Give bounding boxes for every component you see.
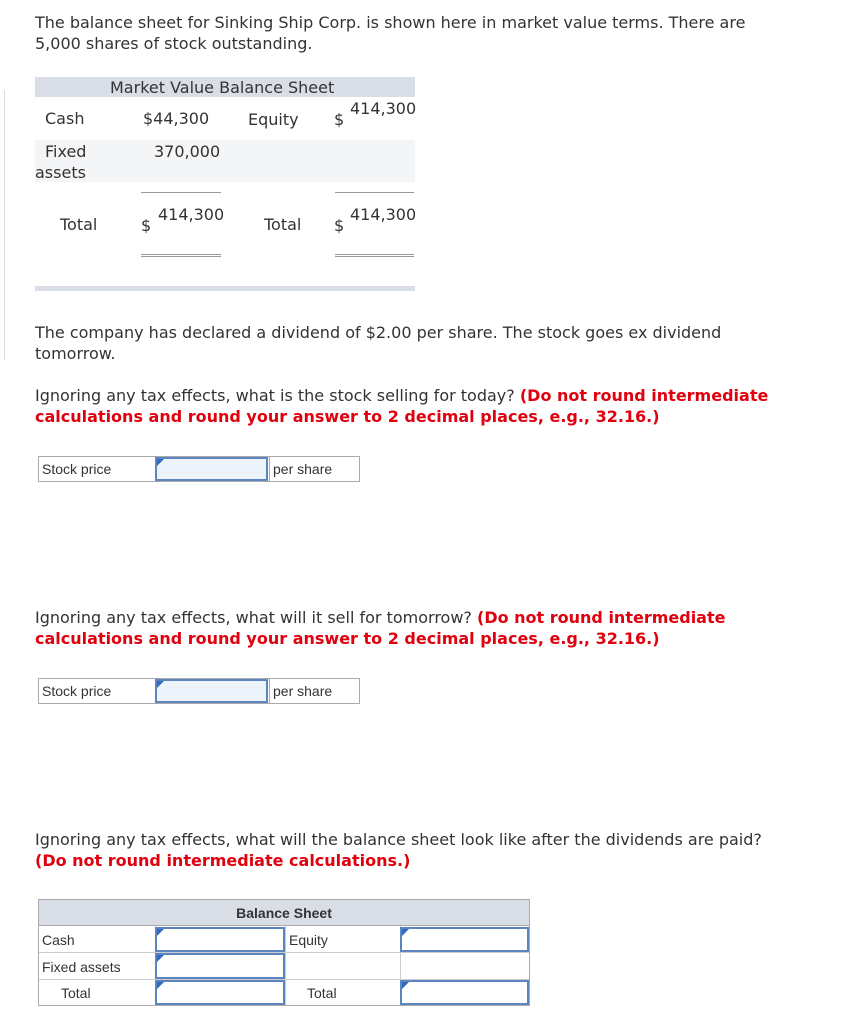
bs-table bbox=[38, 899, 530, 1006]
q2-text bbox=[35, 607, 795, 649]
q2-stock-price-input[interactable] bbox=[155, 679, 268, 703]
bs-cash-input[interactable] bbox=[155, 927, 285, 952]
q1-stock-price-input[interactable] bbox=[155, 457, 268, 481]
intro-text: The balance sheet for Sinking Ship Corp. is shown here in market value terms. There are 5,000 shares of stock outstanding. bbox=[35, 13, 746, 53]
mv-total-right-label: Total bbox=[264, 215, 302, 234]
q2-instruction: (Do not round intermediate calculations and round your answer to 2 decimal places, e.g., 32.16.) bbox=[35, 608, 726, 648]
mv-equity-dollar: $ bbox=[334, 110, 345, 129]
left-border bbox=[0, 90, 5, 360]
q3-question: Ignoring any tax effects, what will the balance sheet look like after the dividends are paid? bbox=[35, 830, 762, 849]
mv-cash-value: $44,300 bbox=[143, 109, 210, 128]
mv-fixed-label-line1: Fixed bbox=[45, 142, 87, 161]
mv-sheet-footer-band bbox=[35, 286, 415, 291]
q1-question: Ignoring any tax effects, what is the stock selling for today? bbox=[35, 386, 515, 405]
mv-equity-label: Equity bbox=[248, 110, 299, 129]
mv-equity-value: 414,300 bbox=[350, 99, 417, 118]
bs-total-liabilities-input[interactable] bbox=[400, 980, 529, 1005]
bs-total-right-label: Total bbox=[307, 985, 337, 1001]
q1-unit: per share bbox=[269, 457, 361, 481]
mv-right-subtotal-rule bbox=[335, 192, 414, 193]
bs-col-divider-2 bbox=[285, 926, 286, 1005]
bs-fixed-assets-input[interactable] bbox=[155, 953, 285, 979]
mv-fixed-label-line2: assets bbox=[35, 163, 86, 182]
bs-total-assets-input[interactable] bbox=[155, 980, 285, 1005]
q3-instruction: (Do not round intermediate calculations.) bbox=[35, 851, 411, 870]
mv-cash-label: Cash bbox=[45, 109, 85, 128]
mv-total-right-dollar: $ bbox=[334, 216, 345, 235]
bs-fixed-assets-label: Fixed assets bbox=[42, 959, 121, 975]
q1-label: Stock price bbox=[42, 461, 112, 477]
q1-instruction: (Do not round intermediate calculations and round your answer to 2 decimal places, e.g., 32.16.) bbox=[35, 386, 769, 426]
bs-title: Balance Sheet bbox=[236, 905, 332, 921]
q1-answer-row bbox=[38, 456, 360, 482]
bs-total-left-label: Total bbox=[61, 985, 91, 1001]
mv-total-right-value: 414,300 bbox=[350, 205, 417, 224]
q2-unit: per share bbox=[269, 679, 361, 703]
mv-total-label: Total bbox=[60, 215, 98, 234]
mv-right-double-rule bbox=[335, 254, 414, 257]
q3-text bbox=[35, 829, 795, 871]
bs-equity-label: Equity bbox=[289, 932, 328, 948]
bs-cash-label: Cash bbox=[42, 932, 75, 948]
mv-left-double-rule bbox=[141, 254, 221, 257]
mv-fixed-row-band bbox=[35, 140, 415, 182]
q1-text bbox=[35, 385, 795, 427]
mv-total-left-dollar: $ bbox=[141, 216, 152, 235]
mv-left-subtotal-rule bbox=[141, 192, 221, 193]
mv-total-left-value: 414,300 bbox=[158, 205, 225, 224]
mv-sheet-title: Market Value Balance Sheet bbox=[110, 78, 335, 97]
q2-answer-row bbox=[38, 678, 360, 704]
dividend-text: The company has declared a dividend of $2.00 per share. The stock goes ex dividend tomorrow. bbox=[35, 323, 722, 363]
mv-fixed-value: 370,000 bbox=[154, 142, 221, 161]
q2-question: Ignoring any tax effects, what will it sell for tomorrow? bbox=[35, 608, 472, 627]
q2-label: Stock price bbox=[42, 683, 112, 699]
bs-equity-input[interactable] bbox=[400, 927, 529, 952]
